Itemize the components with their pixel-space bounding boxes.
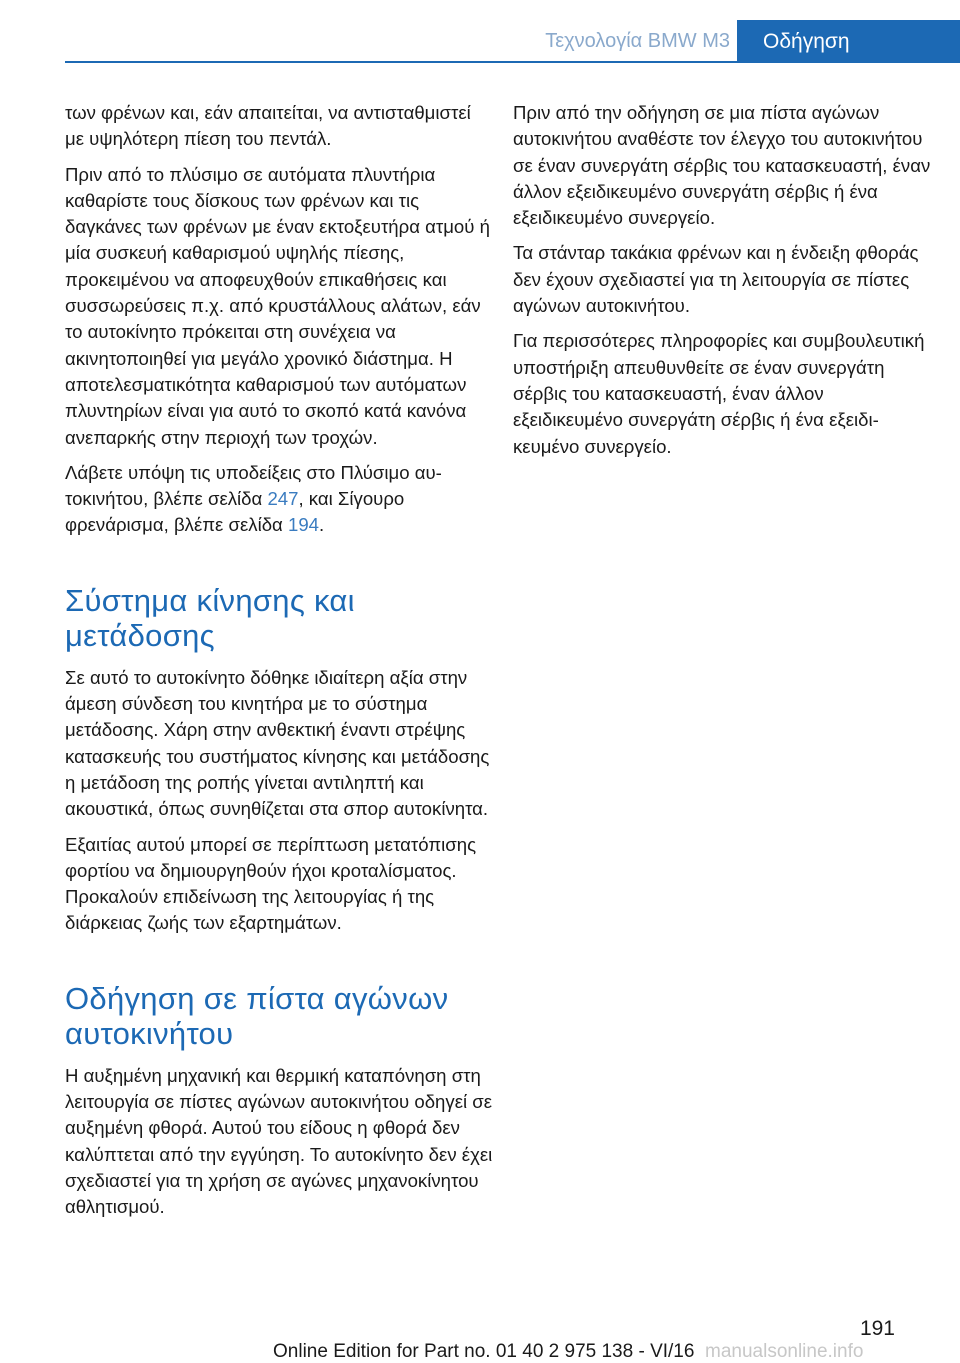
page-number: 191 — [859, 1317, 895, 1340]
page-link-194[interactable]: 194 — [287, 514, 320, 536]
text: , και Σίγουρο φρενάρισμα, βλέπε σελίδα — [65, 488, 405, 536]
paragraph: Πριν από την οδήγηση σε μια πίστα αγώνων αυτοκινήτου αναθέστε τον έλεγχο του αυτοκινήτου σε έναν συνεργάτη σέρβις του κατασκευαστή, έναν άλλον εξειδικευμένο συνεργάτη σέρβις ή ένα εξειδικευμένο συνεργείο. — [513, 102, 931, 229]
page-link-247[interactable]: 247 — [267, 488, 299, 510]
left-column — [65, 100, 493, 1230]
paragraph: Πριν από το πλύσιμο σε αυτόματα πλυντήρια καθαρίστε τους δίσκους των φρένων και τις δαγκάνες των φρένων με έναν εκτοξευτήρα ατμού ή μία συσκευή καθαρισμού υψηλής πίεσης, προκειμένου να αποφευχθούν επικαθήσεις και συσσωρεύσεις π.χ. από κρυστάλλους αλάτων, εάν το αυτοκίνητο πρόκειται στη συνέχεια να ακινητοποιηθεί για μεγάλο χρονικό διάστημα. Η αποτελεσματικότητα καθαρισμού των αυτόματων πλυντηρίων είναι για αυτό το σκοπό κατά κανόνα ανεπαρκής στην περιοχή των τροχών. — [65, 163, 490, 448]
text: Λάβετε υπόψη τις υποδείξεις στο Πλύσιμο αυτοκινήτου, βλέπε σελίδα — [65, 461, 442, 510]
paragraph: Τα στάνταρ τακάκια φρένων και η ένδειξη φθοράς δεν έχουν σχεδιαστεί για τη λειτουργία σε πίστες αγώνων αυτοκινήτου. — [513, 242, 919, 317]
paragraph: των φρένων και, εάν απαιτείται, να αντισταθμιστεί με υψηλότερη πίεση του πεντάλ. — [65, 102, 471, 150]
right-column — [513, 100, 931, 469]
paragraph: Σε αυτό το αυτοκίνητο δόθηκε ιδιαίτερη αξία στην άμεση σύνδεση του κινητήρα με το σύστημα μετάδοσης. Χάρη στην ανθεκτική έναντι στρέψης κατασκευής του συστήματος κίνησης και μετάδοσης η μετάδοση της ροπής γίνεται αντιληπτή και ακουστικά, όπως συνηθίζεται στα σπορ αυτοκίνητα. — [65, 666, 490, 820]
watermark: manualsonline.info — [705, 1341, 864, 1362]
header-section-title: Τεχνολογία BMW M3 — [545, 30, 730, 52]
section-heading-race-track: Οδήγηση σε πίστα αγώνων αυτοκινήτου — [65, 980, 449, 1051]
paragraph: Για περισσότερες πληροφορίες και συμβουλευτική υποστήριξη απευθυνθείτε σε έναν συνεργάτη σέρβις του κατασκευαστή, έναν άλλον εξειδικευμένο συνεργάτη σέρβις ή ένα εξειδικευμένο συνεργείο. — [513, 330, 925, 457]
header-chapter-tab: Οδήγηση — [737, 20, 960, 62]
footer-edition-text: Online Edition for Part no. 01 40 2 975 138 - VI/16 — [273, 1341, 695, 1362]
text: . — [319, 514, 325, 536]
paragraph: Η αυξημένη μηχανική και θερμική καταπόνηση στη λειτουργία σε πίστες αγώνων αυτοκινήτου οδηγεί σε αυξημένη φθορά. Αυτού του είδους η φθορά δεν καλύπτεται από την εγγύηση. Το αυτοκίνητο δεν έχει σχεδιαστεί για τη χρήση σε αγώνες μηχανοκίνητου αθλητισμού. — [65, 1064, 493, 1218]
paragraph: Εξαιτίας αυτού μπορεί σε περίπτωση μετατόπισης φορτίου να δημιουργηθούν ήχοι κροταλίσματος. Προκαλούν επιδείνωση της λειτουργίας ή της διάρκειας ζωής των εξαρτημάτων. — [65, 833, 477, 934]
paragraph-with-links — [65, 460, 493, 539]
section-heading-drivetrain: Σύστημα κίνησης και μετάδοσης — [65, 582, 355, 653]
